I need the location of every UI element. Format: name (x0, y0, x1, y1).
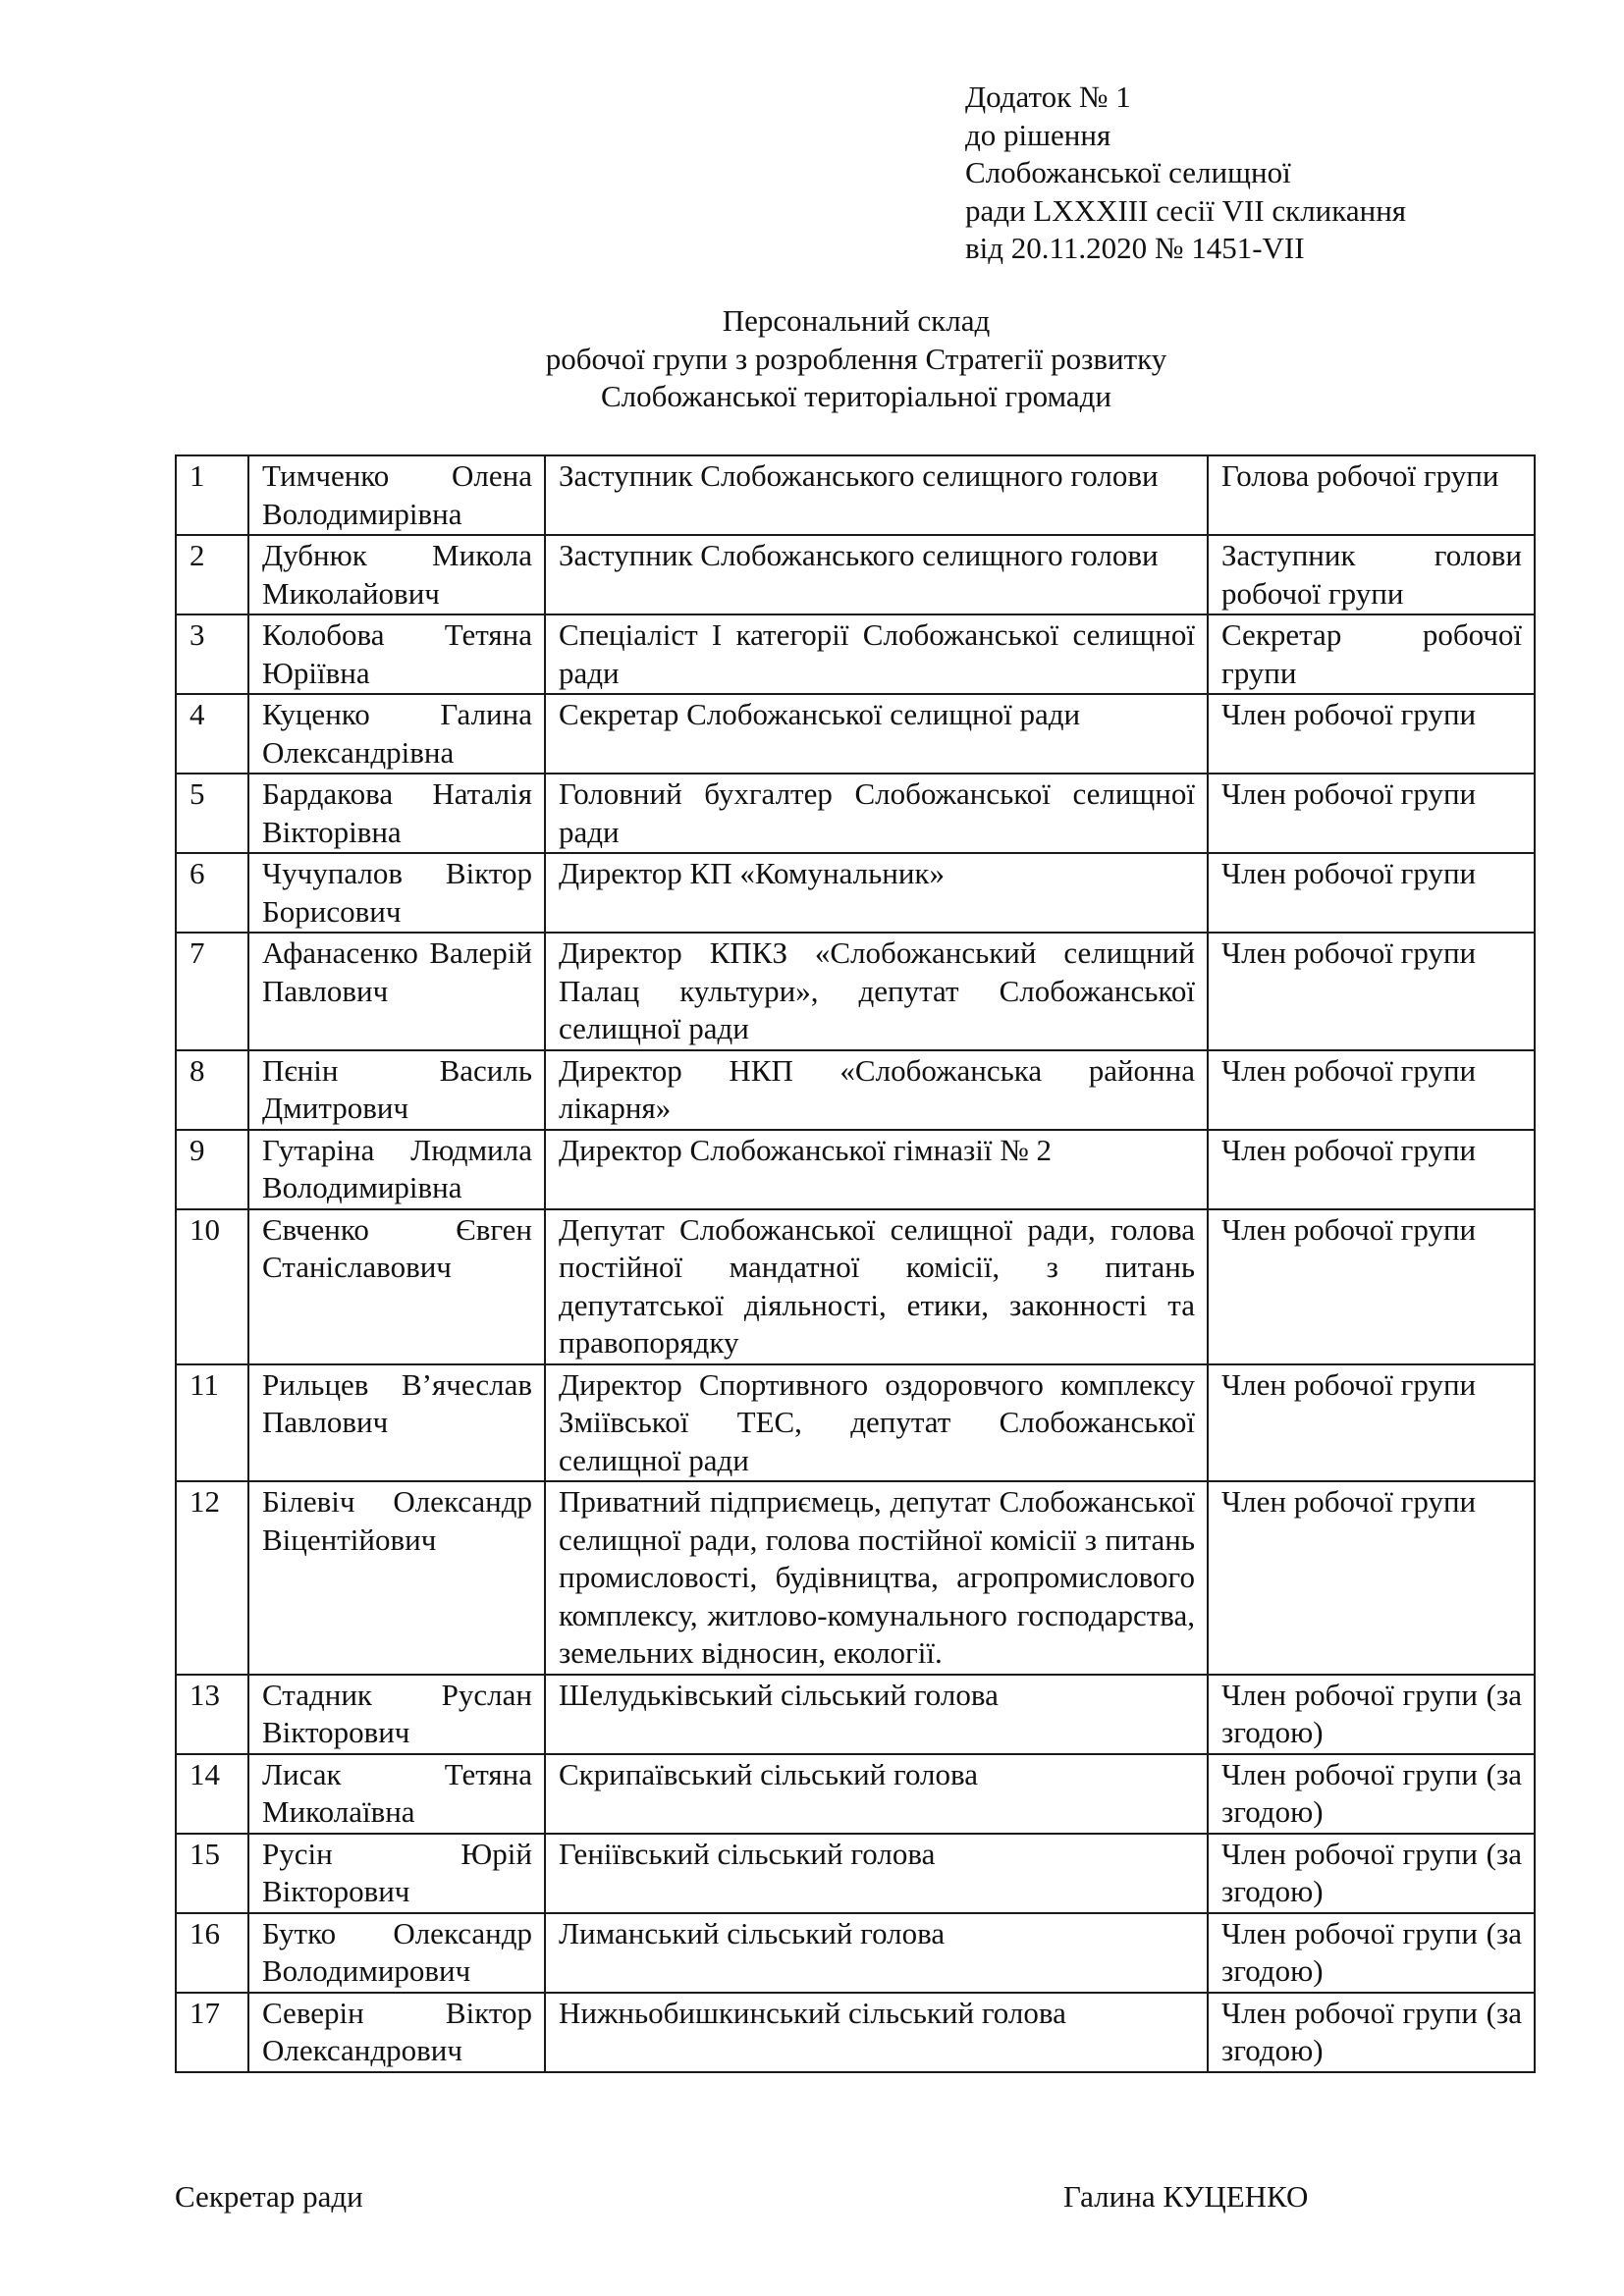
row-number: 5 (176, 774, 248, 853)
row-number: 8 (176, 1050, 248, 1130)
row-number: 15 (176, 1834, 248, 1913)
member-role: Член робочої групи (1208, 1364, 1535, 1482)
title-line: Слобожанської територіальної громади (600, 379, 1112, 413)
table-row (176, 1754, 1535, 1834)
member-name: Бутко Олександр Володимирович (248, 1913, 545, 1993)
table-row (176, 535, 1535, 614)
annex-line: ради LXXXIII сесії VII скликання (965, 192, 1407, 228)
member-name: Дубнюк Микола Миколайович (248, 535, 545, 614)
table-row (176, 1364, 1535, 1482)
member-role: Член робочої групи (за згодою) (1208, 1993, 1535, 2072)
annex-line: від 20.11.2020 № 1451-VII (965, 231, 1305, 265)
row-number: 16 (176, 1913, 248, 1993)
row-number: 3 (176, 614, 248, 694)
table-row (176, 1209, 1535, 1364)
row-number: 12 (176, 1481, 248, 1675)
member-role: Голова робочої групи (1208, 455, 1535, 535)
member-role: Член робочої групи (за згодою) (1208, 1754, 1535, 1834)
member-role: Секретар робочої групи (1208, 614, 1535, 694)
member-name: Стадник Руслан Вікторович (248, 1675, 545, 1754)
member-position: Директор КПКЗ «Слобожанський селищний Палац культури», депутат Слобожанської селищної ради (545, 933, 1208, 1050)
member-name: Куценко Галина Олександрівна (248, 694, 545, 774)
member-name: Афанасенко Валерій Павлович (248, 933, 545, 1050)
row-number: 9 (176, 1130, 248, 1209)
table-row (176, 1130, 1535, 1209)
document-title (0, 302, 1624, 416)
member-role: Член робочої групи (1208, 1209, 1535, 1364)
member-name: Лисак Тетяна Миколаївна (248, 1754, 545, 1834)
row-number: 10 (176, 1209, 248, 1364)
member-name: Северін Віктор Олександрович (248, 1993, 545, 2072)
members-table (175, 454, 1536, 2073)
row-number: 14 (176, 1754, 248, 1834)
table-row (176, 1675, 1535, 1754)
member-name: Колобова Тетяна Юріївна (248, 614, 545, 694)
member-position: Нижньобишкинський сільський голова (545, 1993, 1208, 2072)
member-name: Бардакова Наталія Вікторівна (248, 774, 545, 853)
member-position: Директор НКП «Слобожанська районна лікарня» (545, 1050, 1208, 1130)
signature-name: Галина КУЦЕНКО (1063, 2179, 1309, 2214)
member-name: Чучупалов Віктор Борисович (248, 853, 545, 933)
signature-title: Секретар ради (175, 2179, 363, 2214)
member-position: Спеціаліст І категорії Слобожанської селищної ради (545, 614, 1208, 694)
member-position: Депутат Слобожанської селищної ради, голова постійної мандатної комісії, з питань депутатської діяльності, етики, законності та правопорядку (545, 1209, 1208, 1364)
member-position: Заступник Слобожанського селищного голови (545, 535, 1208, 614)
member-position: Секретар Слобожанської селищної ради (545, 694, 1208, 774)
title-line: Персональний склад (722, 303, 991, 338)
title-line: робочої групи з розроблення Стратегії розвитку (545, 341, 1167, 376)
member-role: Член робочої групи (1208, 933, 1535, 1050)
member-position: Директор Слобожанської гімназії № 2 (545, 1130, 1208, 1209)
member-position: Заступник Слобожанського селищного голови (545, 455, 1208, 535)
row-number: 6 (176, 853, 248, 933)
member-role: Член робочої групи (1208, 774, 1535, 853)
member-role: Член робочої групи (1208, 694, 1535, 774)
table-row (176, 853, 1535, 933)
member-name: Русін Юрій Вікторович (248, 1834, 545, 1913)
row-number: 4 (176, 694, 248, 774)
annex-line: Додаток № 1 (965, 80, 1131, 114)
member-role: Член робочої групи (за згодою) (1208, 1913, 1535, 1993)
member-role: Заступник голови робочої групи (1208, 535, 1535, 614)
member-position: Геніївський сільський голова (545, 1834, 1208, 1913)
member-name: Білевіч Олександр Віцентійович (248, 1481, 545, 1675)
member-position: Директор Спортивного оздоровчого комплексу Зміївської ТЕС, депутат Слобожанської селищної ради (545, 1364, 1208, 1482)
table-row (176, 614, 1535, 694)
table-row (176, 1481, 1535, 1675)
member-position: Лиманський сільський голова (545, 1913, 1208, 1993)
row-number: 11 (176, 1364, 248, 1482)
member-name: Пєнін Василь Дмитрович (248, 1050, 545, 1130)
member-name: Гутаріна Людмила Володимирівна (248, 1130, 545, 1209)
annex-line: до рішення (965, 117, 1111, 152)
member-position: Головний бухгалтер Слобожанської селищної ради (545, 774, 1208, 853)
member-position: Шелудьківський сільський голова (545, 1675, 1208, 1754)
member-position: Директор КП «Комунальник» (545, 853, 1208, 933)
member-role: Член робочої групи (1208, 1130, 1535, 1209)
table-row (176, 933, 1535, 1050)
row-number: 1 (176, 455, 248, 535)
annex-line: Слобожанської селищної (965, 155, 1291, 189)
member-role: Член робочої групи (за згодою) (1208, 1834, 1535, 1913)
member-position: Приватний підприємець, депутат Слобожанської селищної ради, голова постійної комісії з питань промисловості, будівництва, агропромислового комплексу, житлово-комунального господарства, земельних відносин, екології. (545, 1481, 1208, 1675)
annex-block (965, 79, 1406, 268)
row-number: 2 (176, 535, 248, 614)
members-table-body (176, 455, 1535, 2072)
member-name: Євченко Євген Станіславович (248, 1209, 545, 1364)
row-number: 7 (176, 933, 248, 1050)
table-row (176, 1050, 1535, 1130)
row-number: 17 (176, 1993, 248, 2072)
member-role: Член робочої групи (за згодою) (1208, 1675, 1535, 1754)
member-role: Член робочої групи (1208, 853, 1535, 933)
table-row (176, 1913, 1535, 1993)
table-row (176, 1834, 1535, 1913)
table-row (176, 774, 1535, 853)
table-row (176, 1993, 1535, 2072)
member-role: Член робочої групи (1208, 1050, 1535, 1130)
row-number: 13 (176, 1675, 248, 1754)
table-row (176, 455, 1535, 535)
member-role: Член робочої групи (1208, 1481, 1535, 1675)
member-name: Тимченко Олена Володимирівна (248, 455, 545, 535)
member-name: Рильцев В’ячеслав Павлович (248, 1364, 545, 1482)
member-position: Скрипаївський сільський голова (545, 1754, 1208, 1834)
table-row (176, 694, 1535, 774)
